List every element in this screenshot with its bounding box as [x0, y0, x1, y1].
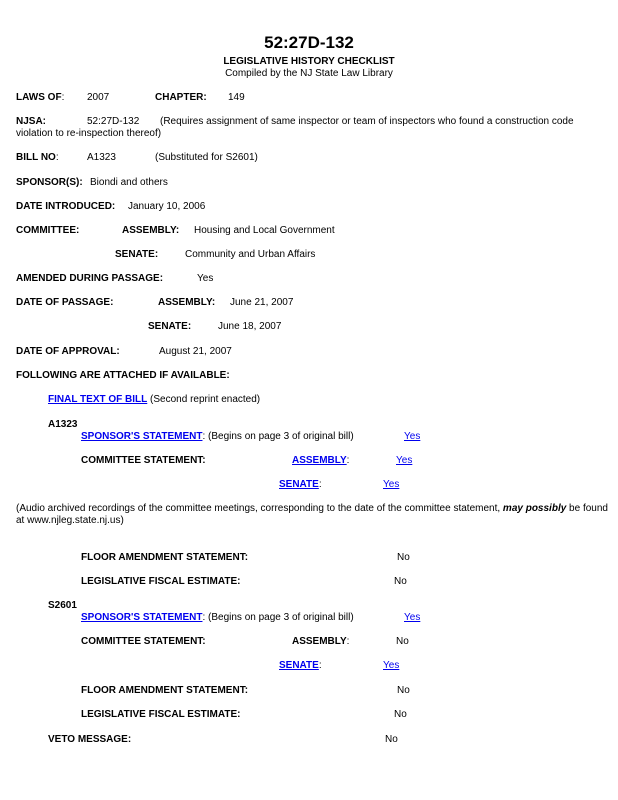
a1323-fiscal-label: LEGISLATIVE FISCAL ESTIMATE: [81, 576, 241, 587]
sponsors-value: Biondi and others [90, 177, 168, 188]
committee-assembly-value: Housing and Local Government [194, 225, 335, 236]
njsa-description-line2: violation to re-inspection thereof) [16, 128, 162, 139]
committee-senate-label: SENATE: [115, 249, 159, 260]
date-introduced-value: January 10, 2006 [128, 201, 206, 212]
a1323-assembly-link[interactable]: ASSEMBLY [292, 455, 347, 466]
date-introduced-label: DATE INTRODUCED: [16, 201, 116, 212]
njsa-value: 52:27D-132 [87, 116, 140, 127]
s2601-sponsor-row [81, 612, 354, 624]
s2601-fiscal-label: LEGISLATIVE FISCAL ESTIMATE: [81, 709, 241, 720]
a1323-assembly-row: ASSEMBLY: [292, 455, 350, 466]
passage-assembly-value: June 21, 2007 [230, 297, 294, 308]
final-text-link[interactable]: FINAL TEXT OF BILL [48, 394, 148, 405]
passage-senate-label: SENATE: [148, 321, 192, 332]
committee-senate-value: Community and Urban Affairs [185, 249, 316, 260]
amended-label: AMENDED DURING PASSAGE: [16, 273, 164, 284]
s2601-floor-label: FLOOR AMENDMENT STATEMENT: [81, 685, 249, 696]
final-text-row [48, 394, 260, 406]
njsa-description-line1: (Requires assignment of same inspector or team of inspectors who found a construction code [160, 116, 574, 127]
committee-label: COMMITTEE: [16, 225, 80, 236]
s2601-fiscal-value: No [394, 709, 407, 720]
date-of-passage-label: DATE OF PASSAGE: [16, 297, 114, 308]
a1323-senate-row: SENATE: [279, 479, 322, 490]
chapter-label: CHAPTER: [155, 92, 207, 103]
a1323-sponsor-statement-link[interactable]: SPONSOR'S STATEMENT [81, 431, 203, 442]
s2601-assembly-value: No [396, 636, 409, 647]
audio-note-line1: (Audio archived recordings of the committee meetings, corresponding to the date of the committee statement, may possibly be found [16, 503, 608, 514]
a1323-senate-link[interactable]: SENATE [279, 479, 319, 490]
laws-of-value: 2007 [87, 92, 110, 103]
passage-assembly-label: ASSEMBLY: [158, 297, 216, 308]
a1323-sponsor-yes-link[interactable]: Yes [404, 431, 421, 442]
a1323-assembly-yes-link[interactable]: Yes [396, 455, 413, 466]
a1323-sponsor-row [81, 431, 354, 443]
sponsors-label: SPONSOR(S): [16, 177, 83, 188]
laws-of-label: LAWS OF: [16, 92, 65, 103]
a1323-sponsor-note: : (Begins on page 3 of original bill) [202, 431, 354, 442]
bill-no-label: BILL NO: [16, 152, 59, 163]
s2601-floor-value: No [397, 685, 410, 696]
s2601-assembly-row: ASSEMBLY: [292, 636, 350, 647]
s2601-sponsor-yes-link[interactable]: Yes [404, 612, 421, 623]
a1323-fiscal-value: No [394, 576, 407, 587]
s2601-sponsor-note: : (Begins on page 3 of original bill) [202, 612, 354, 623]
veto-message-value: No [385, 734, 398, 745]
s2601-sponsor-statement-link[interactable]: SPONSOR'S STATEMENT [81, 612, 203, 623]
date-of-approval-label: DATE OF APPROVAL: [16, 346, 120, 357]
a1323-floor-value: No [397, 552, 410, 563]
chapter-value: 149 [228, 92, 245, 103]
a1323-senate-yes-link[interactable]: Yes [383, 479, 400, 490]
page-title: 52:27D-132 [264, 33, 354, 52]
a1323-floor-label: FLOOR AMENDMENT STATEMENT: [81, 552, 249, 563]
s2601-senate-yes-link[interactable]: Yes [383, 660, 400, 671]
s2601-heading: S2601 [48, 600, 77, 611]
compiled-by-line: Compiled by the NJ State Law Library [225, 68, 393, 79]
committee-assembly-label: ASSEMBLY: [122, 225, 180, 236]
final-text-note: (Second reprint enacted) [150, 394, 261, 405]
a1323-committee-label: COMMITTEE STATEMENT: [81, 455, 206, 466]
njsa-label: NJSA: [16, 116, 47, 127]
passage-senate-value: June 18, 2007 [218, 321, 282, 332]
s2601-committee-label: COMMITTEE STATEMENT: [81, 636, 206, 647]
audio-note-line2: at www.njleg.state.nj.us) [16, 515, 124, 526]
checklist-subtitle: LEGISLATIVE HISTORY CHECKLIST [223, 56, 395, 67]
s2601-senate-link[interactable]: SENATE [279, 660, 319, 671]
amended-value: Yes [197, 273, 214, 284]
attached-heading: FOLLOWING ARE ATTACHED IF AVAILABLE: [16, 370, 230, 381]
substituted-note: (Substituted for S2601) [155, 152, 258, 163]
date-of-approval-value: August 21, 2007 [159, 346, 232, 357]
s2601-senate-row: SENATE: [279, 660, 322, 671]
a1323-heading: A1323 [48, 419, 78, 430]
veto-message-label: VETO MESSAGE: [48, 734, 132, 745]
bill-no-value: A1323 [87, 152, 116, 163]
